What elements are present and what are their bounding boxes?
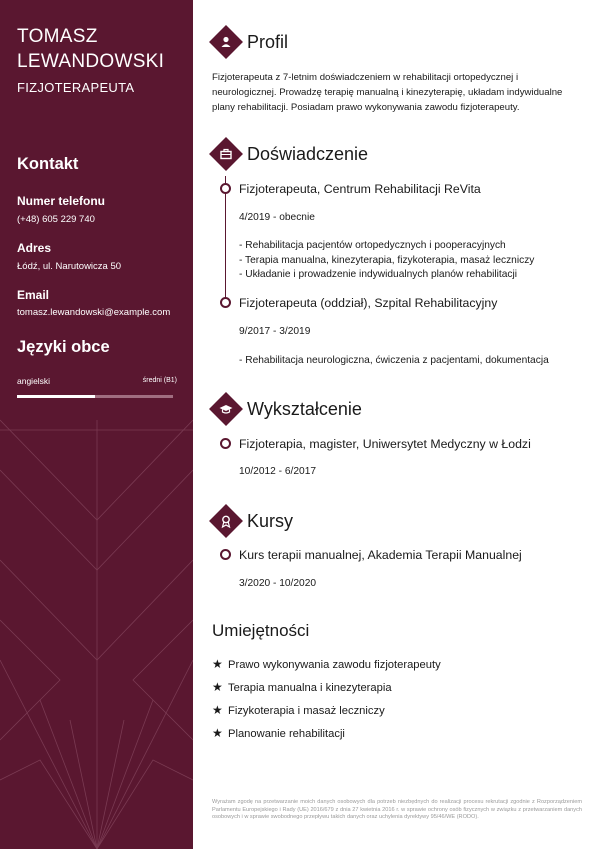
address-value: Łódź, ul. Narutowicza 50 — [17, 261, 122, 272]
experience-dates: 4/2019 - obecnie — [239, 212, 315, 223]
star-icon: ★ — [212, 657, 223, 671]
award-icon — [209, 504, 243, 538]
skill-label: Prawo wykonywania zawodu fizjoterapeuty — [228, 659, 441, 671]
timeline-dot — [220, 549, 231, 560]
skill-label: Fizykoterapia i masaż leczniczy — [228, 705, 385, 717]
profile-summary: Fizjoterapeuta z 7-letnim doświadczeniem w rehabilitacji ortopedycznej i neurologicznej. Prowadzę terapię manualną i kinezyterapię, układam indywidualne plany rehabilitacji. Posiadam prawo wykonywania zawodu fizjoterapeuty. — [212, 72, 563, 113]
profile-heading: Profil — [247, 32, 289, 52]
experience-bullets — [239, 354, 549, 369]
star-icon: ★ — [212, 726, 223, 740]
languages-heading: Języki obce — [17, 338, 110, 356]
first-name: TOMASZ — [17, 26, 98, 47]
candidate-name — [17, 24, 164, 74]
skill-label: Terapia manualna i kinezyterapia — [228, 682, 392, 694]
phone-label: Numer telefonu — [17, 194, 106, 208]
geometric-pattern — [0, 0, 193, 849]
experience-title: Fizjoterapeuta, Centrum Rehabilitacji ReVita — [239, 182, 481, 196]
contact-heading: Kontakt — [17, 155, 79, 173]
email-value: tomasz.lewandowski@example.com — [17, 307, 171, 318]
experience-title: Fizjoterapeuta (oddział), Szpital Rehabilitacyjny — [239, 296, 498, 310]
gdpr-consent-clause: Wyrażam zgodę na przetwarzanie moich danych osobowych dla potrzeb niezbędnych do realizacji procesu rekrutacji zgodnie z Rozporządzeniem Parlamentu Europejskiego i Rady (UE) 2016/679 z dnia 27 kwietnia 2016 r. w sprawie ochrony osób fizycznych w związku z przetwarzaniem danych osobowych i w sprawie swobodnego przepływu takich danych oraz uchylenia dyrektywy 95/46/WE (RODO). — [212, 799, 582, 820]
skill-item — [212, 680, 392, 694]
job-title: FIZJOTERAPEUTA — [17, 80, 135, 95]
phone-value: (+48) 605 229 740 — [17, 214, 95, 225]
last-name: LEWANDOWSKI — [17, 51, 165, 72]
courses-heading: Kursy — [247, 511, 294, 531]
skill-label: Planowanie rehabilitacji — [228, 728, 345, 740]
timeline-dot — [220, 297, 231, 308]
experience-timeline — [225, 176, 226, 306]
bullet-item: - Rehabilitacja neurologiczna, ćwiczenia z pacjentami, dokumentacja — [239, 355, 549, 366]
bullet-item: - Układanie i prowadzenie indywidualnych planów rehabilitacji — [239, 269, 518, 280]
education-dates: 10/2012 - 6/2017 — [239, 466, 317, 477]
briefcase-icon — [209, 137, 243, 171]
timeline-dot — [220, 438, 231, 449]
skill-item — [212, 703, 385, 717]
bullet-item: - Terapia manualna, kinezyterapia, fizykoterapia, masaż leczniczy — [239, 254, 535, 266]
course-title: Kurs terapii manualnej, Akademia Terapii Manualnej — [239, 548, 522, 562]
experience-dates: 9/2017 - 3/2019 — [239, 326, 311, 337]
language-name: angielski — [17, 376, 51, 386]
sidebar — [0, 0, 193, 849]
language-proficiency-bar — [17, 395, 173, 398]
education-heading: Wykształcenie — [247, 399, 362, 419]
language-row — [17, 376, 177, 386]
skill-item — [212, 657, 441, 671]
skills-heading: Umiejętności — [212, 621, 310, 640]
course-dates: 3/2020 - 10/2020 — [239, 578, 317, 589]
bullet-item: - Rehabilitacja pacjentów ortopedycznych i pooperacyjnych — [239, 240, 506, 251]
language-level: średni (B1) — [142, 377, 177, 384]
address-label: Adres — [17, 241, 52, 255]
star-icon: ★ — [212, 703, 223, 717]
person-icon — [209, 25, 243, 59]
education-title: Fizjoterapia, magister, Uniwersytet Medyczny w Łodzi — [239, 437, 531, 451]
graduation-cap-icon — [209, 392, 243, 426]
experience-bullets — [239, 239, 534, 283]
email-label: Email — [17, 288, 50, 302]
skill-item — [212, 726, 345, 740]
language-proficiency-fill — [17, 395, 95, 398]
star-icon: ★ — [212, 680, 223, 694]
experience-heading: Doświadczenie — [247, 144, 369, 164]
timeline-dot — [220, 183, 231, 194]
